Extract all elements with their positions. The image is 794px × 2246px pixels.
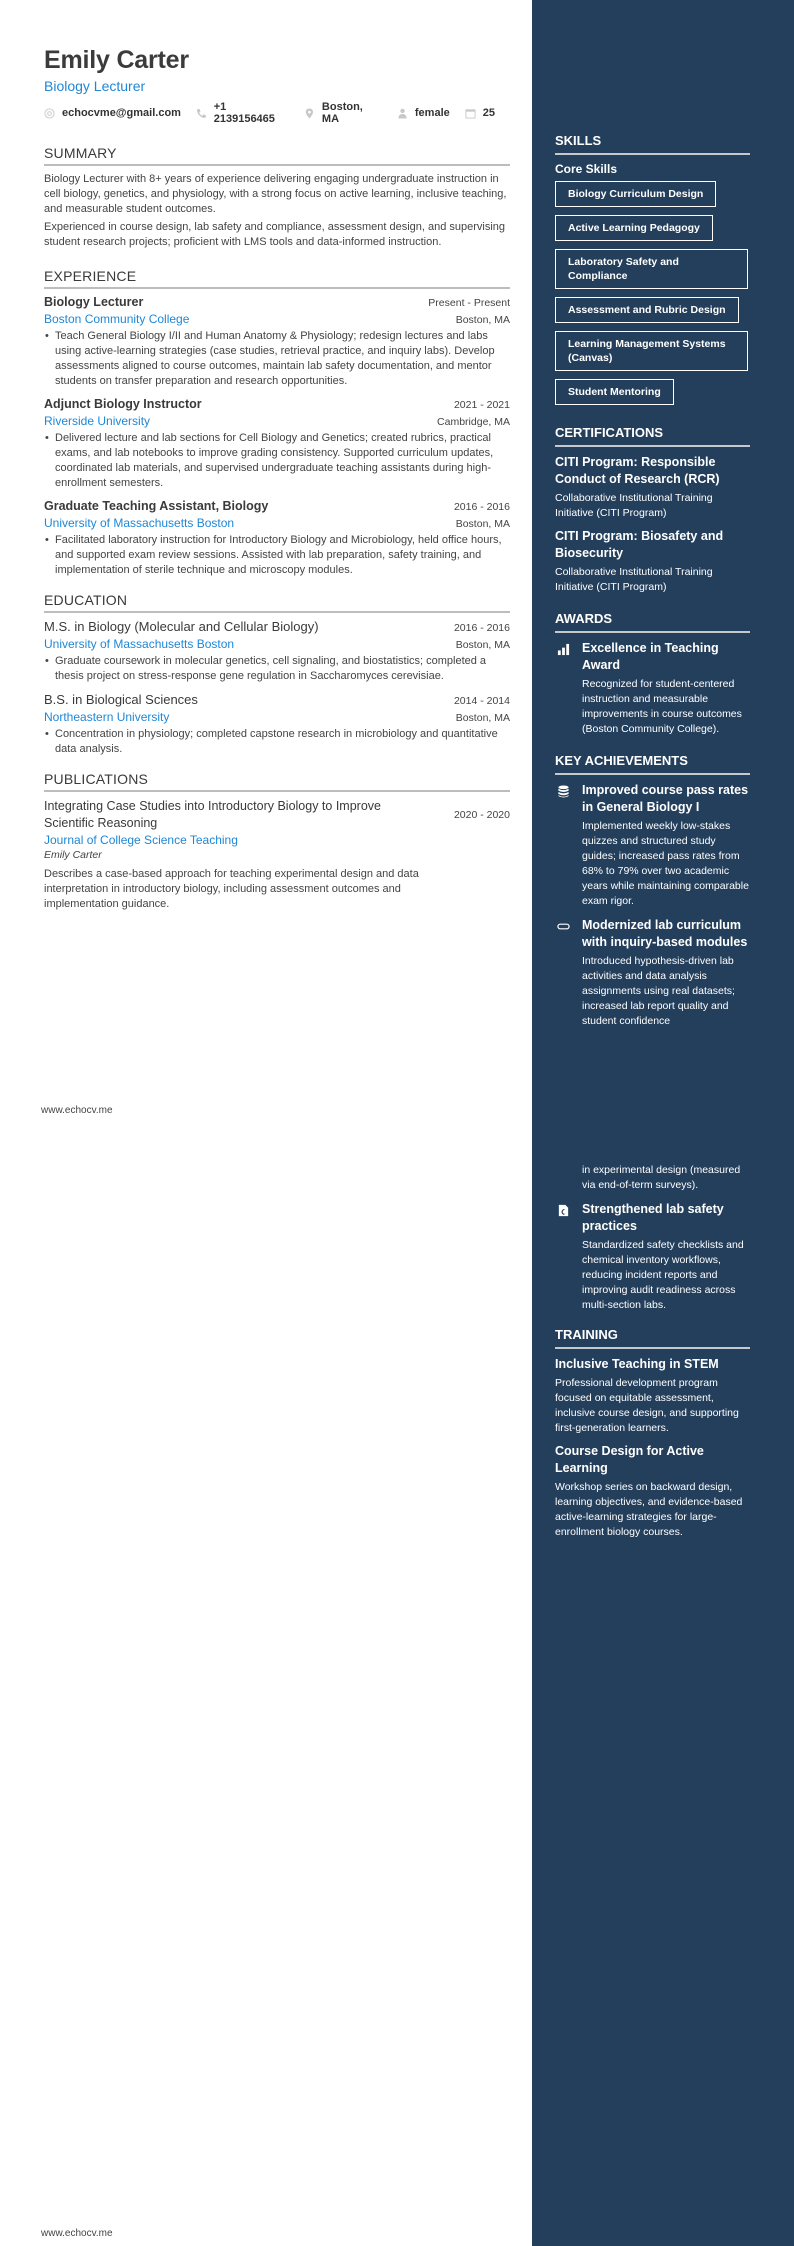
skills-list <box>555 181 750 413</box>
award-title: Excellence in Teaching Award <box>582 641 719 672</box>
contact-email[interactable] <box>44 107 181 119</box>
summary-heading: SUMMARY <box>44 145 510 166</box>
achievement-title: Modernized lab curriculum with inquiry-based modules <box>582 918 748 949</box>
location-text: Boston, MA <box>321 101 363 125</box>
gender-text: female <box>414 107 450 119</box>
skill-tag: Laboratory Safety and Compliance <box>555 249 748 289</box>
skills-heading: SKILLS <box>555 133 750 155</box>
job-org: Riverside University <box>44 414 151 428</box>
certification-entry <box>555 454 750 521</box>
document-icon <box>557 1204 570 1217</box>
summary-paragraph: Experienced in course design, lab safety and compliance, assessment design, and supervising student research projects; proficient with LMS tools and data-informed instruction. <box>44 221 506 248</box>
certification-issuer: Collaborative Institutional Training Initiative (CITI Program) <box>555 492 713 519</box>
job-dates: 2021 - 2021 <box>453 399 510 411</box>
job-role: Biology Lecturer <box>44 295 144 309</box>
school-location: Boston, MA <box>455 639 510 651</box>
skill-tag: Learning Management Systems (Canvas) <box>555 331 748 371</box>
education-entry <box>44 619 510 684</box>
achievement-description: in experimental design (measured via end-of-term surveys). <box>582 1164 741 1191</box>
education-heading: EDUCATION <box>44 592 510 613</box>
achievement-entry <box>555 782 750 909</box>
location-pin-icon <box>304 108 315 119</box>
job-org: Boston Community College <box>44 312 190 326</box>
school-location: Boston, MA <box>455 712 510 724</box>
skills-group-label: Core Skills <box>555 162 618 176</box>
education-dates: 2016 - 2016 <box>453 622 510 634</box>
contact-location <box>304 101 382 125</box>
achievement-entry <box>555 917 750 1029</box>
publication-dates: 2020 - 2020 <box>453 809 510 821</box>
database-icon <box>557 785 570 798</box>
publication-authors: Emily Carter <box>44 849 102 861</box>
job-bullet: • Delivered lecture and lab sections for Cell Biology and Genetics; created rubrics, practical exams, and lab notebooks to improve grading consistency. Supported curriculum updates, coordinated lab materials, and supervised undergraduate teaching assistants during high-enrollment semesters. <box>44 431 510 491</box>
age-text: 25 <box>482 107 495 119</box>
achievement-description: Implemented weekly low-stakes quizzes and structured study guides; increased pass rates from 68% to 79% over two academic years while maintaining comparable exam rigor. <box>582 820 749 907</box>
education-bullet: • Graduate coursework in molecular genetics, cell signaling, and biostatistics; completed a thesis project on stress-response gene regulation in Saccharomyces cerevisiae. <box>44 654 510 684</box>
experience-heading: EXPERIENCE <box>44 268 510 289</box>
training-entry <box>555 1356 750 1436</box>
achievement-title: Improved course pass rates in General Biology I <box>582 783 749 814</box>
education-dates: 2014 - 2014 <box>453 695 510 707</box>
experience-entry <box>44 295 510 389</box>
training-heading: TRAINING <box>555 1327 750 1349</box>
education-bullet: • Concentration in physiology; completed capstone research in microbiology and quantitative data analysis. <box>44 727 510 757</box>
certification-name: CITI Program: Responsible Conduct of Research (RCR) <box>555 455 720 486</box>
job-location: Boston, MA <box>455 518 510 530</box>
sidebar <box>555 0 750 1037</box>
education-entry <box>44 692 510 757</box>
skill-tag: Biology Curriculum Design <box>555 181 716 207</box>
achievement-title: Strengthened lab safety practices <box>582 1202 724 1233</box>
certification-entry <box>555 528 750 595</box>
publication-title: Integrating Case Studies into Introductory Biology to Improve Scientific Reasoning <box>44 799 381 830</box>
job-org: University of Massachusetts Boston <box>44 516 235 530</box>
summary-paragraph: Biology Lecturer with 8+ years of experience delivering engaging undergraduate instruction in cell biology, genetics, and physiology, with a strong focus on active learning, inclusive teaching, and measurable student outcomes. <box>44 173 507 215</box>
skill-tag: Active Learning Pedagogy <box>555 215 713 241</box>
training-description: Professional development program focused on equitable assessment, inclusive course design, and supporting first-generation learners. <box>555 1377 739 1434</box>
publication-journal: Journal of College Science Teaching <box>44 833 238 847</box>
awards-heading: AWARDS <box>555 611 750 633</box>
job-bullet: • Facilitated laboratory instruction for Introductory Biology and Microbiology, held office hours, and supported exam review sessions. Assisted with lab preparation, safety training, and implementation of sterile technique and microscopy modules. <box>44 533 510 578</box>
training-name: Inclusive Teaching in STEM <box>555 1357 719 1371</box>
training-name: Course Design for Active Learning <box>555 1444 704 1475</box>
certification-name: CITI Program: Biosafety and Biosecurity <box>555 529 724 560</box>
award-entry <box>555 640 750 737</box>
bar-chart-icon <box>557 643 570 656</box>
job-location: Cambridge, MA <box>437 416 510 428</box>
job-dates: 2016 - 2016 <box>453 501 510 513</box>
publication-entry <box>44 798 510 912</box>
calendar-icon <box>465 108 476 119</box>
contact-gender <box>397 107 450 119</box>
job-dates: Present - Present <box>428 297 510 309</box>
email-text: echocvme@gmail.com <box>62 107 181 119</box>
award-description: Recognized for student-centered instruction and measurable improvements in course outcomes (Boston Community College). <box>582 678 742 735</box>
experience-entry <box>44 499 510 578</box>
achievement-description: Introduced hypothesis-driven lab activities and data analysis assignments using real datasets; increased lab report quality and student confidence <box>582 955 735 1027</box>
degree-name: M.S. in Biology (Molecular and Cellular Biology) <box>44 619 319 634</box>
achievement-entry <box>555 1201 750 1313</box>
pill-icon <box>557 920 570 933</box>
candidate-name: Emily Carter <box>44 46 189 74</box>
phone-icon <box>196 108 207 119</box>
certifications-heading: CERTIFICATIONS <box>555 425 750 447</box>
person-icon <box>397 108 408 119</box>
contact-phone[interactable] <box>196 101 289 125</box>
job-location: Boston, MA <box>455 314 510 326</box>
skill-tag: Student Mentoring <box>555 379 674 405</box>
achievement-description: Standardized safety checklists and chemical inventory workflows, reducing incident reports and improving audit readiness across multi-section labs. <box>582 1239 744 1311</box>
achievements-heading: KEY ACHIEVEMENTS <box>555 753 750 775</box>
sidebar-continued <box>555 1123 750 1547</box>
footer-website[interactable]: www.echocv.me <box>41 2228 113 2239</box>
school-name: University of Massachusetts Boston <box>44 637 235 651</box>
job-role: Graduate Teaching Assistant, Biology <box>44 499 269 513</box>
achievement-entry-continued <box>555 1163 750 1193</box>
contact-age <box>465 107 495 119</box>
candidate-title: Biology Lecturer <box>44 78 146 94</box>
training-entry <box>555 1443 750 1540</box>
footer-website[interactable]: www.echocv.me <box>41 1105 113 1116</box>
skill-tag: Assessment and Rubric Design <box>555 297 739 323</box>
experience-entry <box>44 397 510 491</box>
certification-issuer: Collaborative Institutional Training Initiative (CITI Program) <box>555 566 713 593</box>
phone-text: +1 2139156465 <box>213 101 275 125</box>
publications-heading: PUBLICATIONS <box>44 771 510 792</box>
training-description: Workshop series on backward design, learning objectives, and evidence-based active-learning strategies for large-enrollment biology courses. <box>555 1481 743 1538</box>
publication-description: Describes a case-based approach for teaching experimental design and data interpretation in introductory biology, including assessment outcomes and implementation guidance. <box>44 868 419 910</box>
contact-row <box>44 101 510 125</box>
main-column <box>44 0 510 920</box>
job-bullet: • Teach General Biology I/II and Human Anatomy & Physiology; redesign lectures and labs using active-learning strategies (case studies, retrieval practice, and inquiry labs). Develop assessments aligned to course outcomes, maintain lab safety documentation, and mentor students on transfer preparation and research opportunities. <box>44 329 510 389</box>
degree-name: B.S. in Biological Sciences <box>44 692 198 707</box>
at-icon <box>44 108 55 119</box>
resume-page-2 <box>0 1123 794 2246</box>
job-role: Adjunct Biology Instructor <box>44 397 202 411</box>
school-name: Northeastern University <box>44 710 170 724</box>
